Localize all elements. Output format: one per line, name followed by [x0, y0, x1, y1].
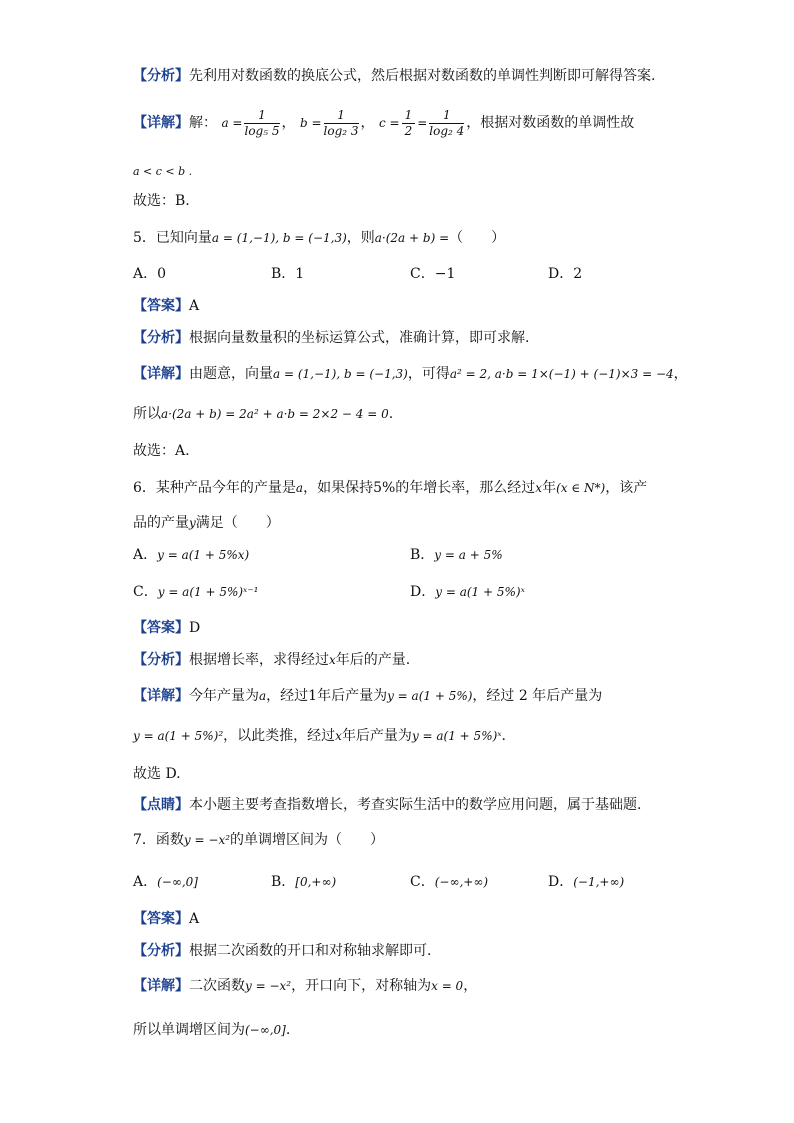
q7-optB-label: B． — [271, 874, 296, 890]
q7-stem-pre: 7．函数 — [133, 832, 184, 848]
q4-c-frac2 — [429, 108, 464, 139]
q4-analysis — [133, 66, 655, 86]
q5-stem — [133, 228, 505, 248]
q5-detail-mid: ，可得 — [407, 366, 450, 382]
answer-tag: 【答案】 — [133, 298, 189, 314]
q7-optD-math: (−1,+∞) — [573, 875, 625, 889]
q5-stem-mid: ，则 — [346, 230, 375, 246]
q7-so — [133, 1020, 290, 1040]
q6-stem2-end: 满足（ ） — [195, 515, 280, 531]
q5-stem-end: （ ） — [449, 230, 506, 246]
q4-a-frac — [244, 108, 279, 139]
q7-option-b — [271, 872, 336, 892]
q6-d2-mid: ，以此类推，经过 — [223, 728, 336, 744]
q6-stem1-a: a — [295, 481, 304, 495]
q7-detail-pre: 二次函数 — [189, 978, 245, 994]
q6-d2-y2: y = a(1 + 5%)² — [133, 729, 224, 743]
comment-tag: 【点睛】 — [133, 797, 189, 813]
q7-answer — [133, 909, 199, 929]
q6-option-b — [410, 545, 503, 565]
analysis-tag: 【分析】 — [133, 330, 189, 346]
q6-d2-mid2: 年后产量为 — [341, 728, 412, 744]
q6-d2-x: x — [335, 729, 342, 743]
q4-c-eq2: = — [417, 116, 428, 130]
q5-detail-end: ， — [673, 366, 688, 382]
q6-d2-yx: y = a(1 + 5%)ˣ — [411, 729, 502, 743]
q4-detail-suffix: ，根据对数函数的单调性故 — [466, 115, 635, 131]
q6-stem1-mid: ，如果保持5%的年增长率，那么经过 — [303, 480, 536, 496]
q6-stem1-cond: (x ∈ N*) — [556, 481, 606, 495]
q5-so-calc: a·(2a + b) = 2a² + a·b = 2×2 − 4 = 0 — [161, 407, 389, 421]
q4-c-den2: log₂ 4 — [429, 123, 465, 138]
q4-order — [133, 161, 192, 182]
q6-detail-y1: y = a(1 + 5%) — [387, 689, 473, 703]
q6-stem2-pre: 品的产量 — [133, 515, 189, 531]
q6-analysis — [133, 650, 410, 670]
q7-stem-fn: y = −x² — [183, 833, 231, 847]
q5-option-d: D．2 — [548, 266, 583, 282]
q5-so-end: . — [388, 406, 394, 422]
q4-c-eq: c = — [378, 116, 400, 130]
q6-optD-math: y = a(1 + 5%)ˣ — [435, 585, 525, 599]
q4-c-num2: 1 — [429, 108, 464, 124]
q5-answer-text: A — [189, 298, 200, 314]
q7-detail-mid: ，开口向下，对称轴为 — [291, 978, 432, 994]
q7-detail-fn: y = −x² — [245, 979, 292, 993]
q6-analysis-pre: 根据增长率，求得经过 — [189, 652, 329, 668]
q4-b-frac — [324, 108, 359, 139]
q7-optA-label: A． — [133, 874, 158, 890]
q5-so-pre: 所以 — [133, 406, 161, 422]
q4-c-num1: 1 — [402, 108, 416, 124]
q4-c-frac1 — [402, 108, 416, 139]
q7-optB-math: [0,+∞) — [295, 875, 337, 889]
answer-tag: 【答案】 — [133, 911, 189, 927]
q6-stem1-mid2: 年 — [542, 480, 557, 496]
analysis-tag: 【分析】 — [133, 68, 189, 84]
q4-b-eq: b = — [299, 116, 322, 130]
q7-option-d — [548, 872, 624, 892]
q6-detail-line2 — [133, 726, 506, 746]
q7-stem — [133, 830, 384, 850]
q5-detail-vec: a = (1,−1), b = (−1,3) — [273, 367, 408, 381]
q6-option-c — [133, 582, 258, 602]
q6-optC-label: C． — [133, 584, 158, 600]
q7-option-c — [410, 872, 488, 892]
q5-choice: 故选：A. — [133, 443, 190, 459]
q5-option-a: A．0 — [133, 266, 167, 282]
q7-optD-label: D． — [548, 874, 574, 890]
q5-detail-calc: a² = 2, a·b = 1×(−1) + (−1)×3 = −4 — [449, 367, 674, 381]
q6-optA-label: A． — [133, 547, 158, 563]
q5-detail-pre: 由题意，向量 — [189, 366, 273, 382]
detail-tag: 【详解】 — [133, 688, 189, 704]
q6-optC-math: y = a(1 + 5%)ˣ⁻¹ — [157, 585, 259, 599]
detail-tag: 【详解】 — [133, 115, 189, 131]
detail-tag: 【详解】 — [133, 978, 189, 994]
q4-a-eq: a = — [221, 116, 243, 130]
q4-detail: 【详解】解： a = $\frac{1}{\text{log₅ 5}}$ ， b = $\frac{1}{\text{log₂ 3}}$ ， c = $\frac{1}{2}$ = $\frac{1}{\text{log₂ 4}}$ ，根据对数函数的单调性故 — [133, 107, 635, 138]
q5-stem-vec: a = (1,−1), b = (−1,3) — [211, 231, 347, 245]
q6-option-a — [133, 545, 249, 565]
q5-analysis — [133, 328, 529, 348]
q6-detail-end: ，经过 2 年后产量为 — [472, 688, 603, 704]
q7-option-a — [133, 872, 198, 892]
q6-optA-math: y = a(1 + 5%x) — [157, 548, 250, 562]
q7-analysis-text: 根据二次函数的开口和对称轴求解即可. — [189, 943, 432, 959]
q5-answer — [133, 296, 199, 316]
q6-stem1-pre: 6．某种产品今年的产量是 — [133, 480, 296, 496]
q4-analysis-text: 先利用对数函数的换底公式，然后根据对数函数的单调性判断即可解得答案. — [189, 68, 656, 84]
q7-detail-end: ， — [463, 978, 478, 994]
q6-stem-line1 — [133, 478, 647, 498]
q7-answer-text: A — [189, 911, 200, 927]
q4-detail-prefix: 解： — [189, 115, 217, 131]
q7-stem-end: 的单调增区间为（ ） — [230, 832, 385, 848]
q6-stem2-y: y — [189, 516, 196, 530]
q6-answer — [133, 618, 200, 638]
q6-detail-mid: ，经过1年后产量为 — [266, 688, 388, 704]
q7-analysis — [133, 941, 431, 961]
q6-d2-end: . — [501, 728, 506, 744]
answer-tag: 【答案】 — [133, 620, 189, 636]
q6-comment-text: 本小题主要考查指数增长，考查实际生活中的数学应用问题，属于基础题. — [189, 797, 642, 813]
q7-detail — [133, 976, 477, 996]
q7-so-end: . — [285, 1022, 291, 1038]
q5-analysis-text: 根据向量数量积的坐标运算公式，准确计算，即可求解. — [189, 330, 530, 346]
q7-so-pre: 所以单调增区间为 — [133, 1022, 245, 1038]
q6-detail-a: a — [259, 689, 267, 703]
q4-c-den1: 2 — [404, 123, 413, 138]
q5-stem-pre: 5．已知向量 — [133, 230, 212, 246]
q4-a-num: 1 — [244, 108, 279, 124]
q5-option-b: B．1 — [271, 266, 305, 282]
q5-detail — [133, 364, 688, 384]
q4-b-num: 1 — [324, 108, 359, 124]
q5-stem-expr: a·(2a + b) = — [374, 231, 450, 245]
q6-detail-pre: 今年产量为 — [189, 688, 259, 704]
q5-option-c: C．−1 — [410, 266, 456, 282]
q4-a-den: log₅ 5 — [244, 123, 280, 138]
q4-choice: 故选：B. — [133, 193, 190, 209]
q6-choice: 故选 D. — [133, 766, 181, 782]
q6-analysis-end: 年后的产量. — [335, 652, 411, 668]
q6-optB-math: y = a + 5% — [434, 548, 503, 562]
q6-option-d — [410, 582, 525, 602]
q6-optB-label: B． — [410, 547, 435, 563]
analysis-tag: 【分析】 — [133, 652, 189, 668]
q5-so — [133, 404, 393, 424]
q4-order-text: a < c < b . — [133, 165, 193, 178]
q6-stem1-end: ，该产 — [605, 480, 648, 496]
q6-optD-label: D． — [410, 584, 436, 600]
q6-answer-text: D — [189, 620, 201, 636]
q7-optC-label: C． — [410, 874, 435, 890]
q6-stem1-x: x — [535, 481, 543, 495]
analysis-tag: 【分析】 — [133, 943, 189, 959]
q7-so-int: (−∞,0] — [245, 1023, 286, 1037]
q6-comment — [133, 795, 641, 815]
q4-b-den: log₂ 3 — [323, 123, 359, 138]
detail-tag: 【详解】 — [133, 366, 189, 382]
q7-optC-math: (−∞,+∞) — [434, 875, 488, 889]
q7-optA-math: (−∞,0] — [157, 875, 198, 889]
q7-detail-axis: x = 0 — [431, 979, 464, 993]
q6-stem-line2 — [133, 513, 280, 533]
q6-detail — [133, 686, 602, 706]
q6-analysis-x: x — [329, 653, 336, 667]
